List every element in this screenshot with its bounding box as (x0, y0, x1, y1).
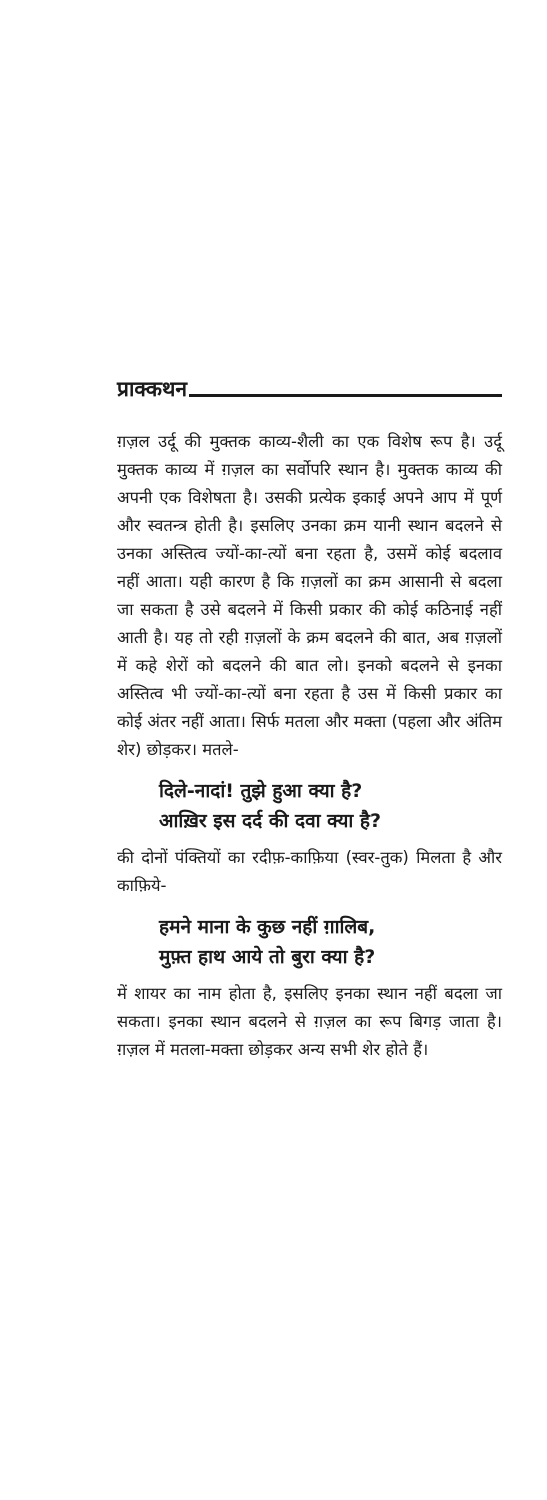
maqta-line-2: मुफ़्त हाथ आये तो बुरा क्या है? (159, 946, 376, 968)
matla-line-2: आख़िर इस दर्द की दवा क्या है? (159, 810, 381, 832)
page-content (117, 366, 502, 1064)
heading-row (117, 366, 502, 400)
heading-rule (189, 394, 502, 397)
maqta-line-1: हमने माना के कुछ नहीं ग़ालिब, (159, 916, 376, 938)
section-heading: प्राक्कथन (117, 377, 188, 401)
middle-paragraph: की दोनों पंक्तियों का रदीफ़-काफ़िया (स्वर-तुक) मिलता है और काफ़िये- (117, 848, 502, 895)
end-paragraph: में शायर का नाम होता है, इसलिए इनका स्थान नहीं बदला जा सकता। इनका स्थान बदलने से ग़ज़ल का रूप बिगड़ जाता है। ग़ज़ल में मतला-मक्ता छोड़कर अन्य सभी शेर होते हैं। (117, 984, 502, 1059)
matla-line-1: दिले-नादां! तुझे हुआ क्या है? (159, 780, 363, 802)
maqta-verse (117, 912, 502, 972)
matla-verse (117, 776, 502, 836)
intro-paragraph: ग़ज़ल उर्दू की मुक्तक काव्य-शैली का एक विशेष रूप है। उर्दू मुक्तक काव्य में ग़ज़ल का सर्वोपरि स्थान है। मुक्तक काव्य की अपनी एक विशेषता है। उसकी प्रत्येक इकाई अपने आप में पूर्ण और स्वतन्त्र होती है। इसलिए उनका क्रम यानी स्थान बदलने से उनका अस्तित्व ज्यों-का-त्यों बना रहता है, उसमें कोई बदलाव नहीं आता। यही कारण है कि ग़ज़लों का क्रम आसानी से बदला जा सकता है उसे बदलने में किसी प्रकार की कोई कठिनाई नहीं आती है। यह तो रही ग़ज़लों के क्रम बदलने की बात, अब ग़ज़लों में कहे शेरों को बदलने की बात लो। इनको बदलने से इनका अस्तित्व भी ज्यों-का-त्यों बना रहता है उस में किसी प्रकार का कोई अंतर नहीं आता। सिर्फ मतला और मक्ता (पहला और अंतिम शेर) छोड़कर। मतले- (117, 432, 502, 759)
